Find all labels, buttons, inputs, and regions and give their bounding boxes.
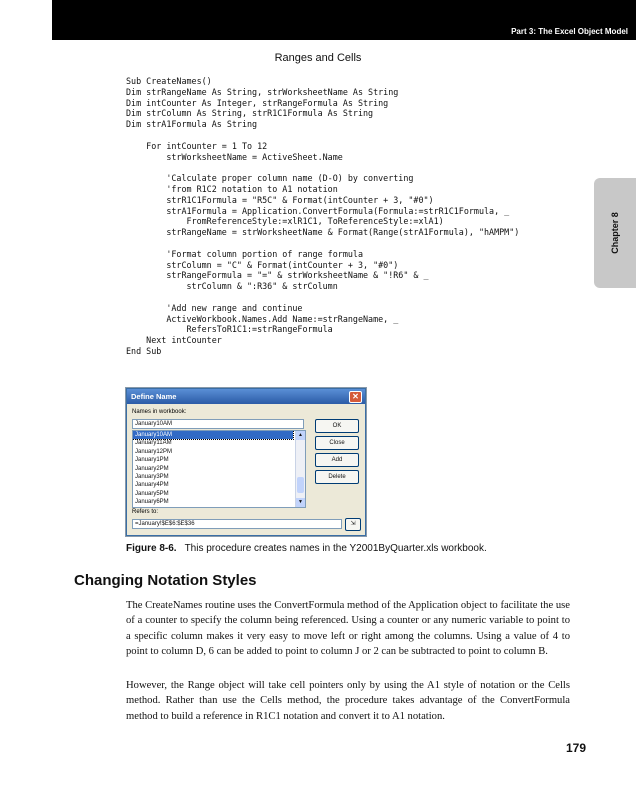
code-line: strColumn = "C" & Format(intCounter + 3, "#0") bbox=[126, 259, 399, 270]
section-heading: Changing Notation Styles bbox=[74, 572, 257, 589]
body-paragraph: The CreateNames routine uses the ConvertFormula method of the Application object to facilitate the use of a counter to specify the column being referenced. Using a counter or any numeric variable to point to a specific column makes it very easy to move left or right among the columns. Using a value of 4 to point to column D, 6 can be added to point to column J or 2 can be subtracted to point to column B. bbox=[126, 600, 570, 658]
list-item[interactable]: January12PM bbox=[135, 448, 173, 455]
delete-button[interactable]: Delete bbox=[315, 470, 359, 484]
list-item[interactable]: January6PM bbox=[135, 499, 169, 506]
code-line bbox=[126, 130, 519, 141]
code-line: Dim strColumn As String, strR1C1Formula As String bbox=[126, 108, 374, 119]
list-item[interactable]: January4PM bbox=[135, 482, 169, 489]
list-item[interactable]: January3PM bbox=[135, 474, 169, 481]
scroll-down-icon[interactable]: ▼ bbox=[296, 498, 305, 507]
code-line bbox=[126, 292, 519, 303]
chapter-tab bbox=[594, 178, 636, 288]
code-line: strRangeName = strWorksheetName & Format(Range(strA1Formula), "hAMPM") bbox=[126, 227, 520, 238]
dialog-titlebar[interactable] bbox=[127, 389, 365, 404]
code-line: Sub CreateNames() bbox=[126, 76, 212, 86]
code-line: Dim strRangeName As String, strWorksheetName As String bbox=[126, 86, 399, 97]
code-line: 'Format column portion of range formula bbox=[126, 248, 363, 259]
close-icon[interactable]: ✕ bbox=[349, 391, 362, 403]
code-line: FromReferenceStyle:=xlR1C1, ToReferenceStyle:=xlA1) bbox=[126, 216, 444, 227]
code-line: 'from R1C2 notation to A1 notation bbox=[126, 183, 338, 194]
code-line: strR1C1Formula = "R5C" & Format(intCounter + 3, "#0") bbox=[126, 194, 434, 205]
names-in-workbook-label: Names in workbook: bbox=[132, 409, 187, 415]
list-item[interactable]: January5PM bbox=[135, 490, 169, 497]
list-item[interactable] bbox=[133, 507, 305, 508]
code-line: Dim intCounter As Integer, strRangeFormula As String bbox=[126, 97, 389, 108]
close-button[interactable]: Close bbox=[315, 436, 359, 450]
code-line bbox=[126, 238, 519, 249]
list-item[interactable]: January10AM bbox=[133, 431, 293, 439]
code-listing bbox=[126, 76, 519, 357]
dialog-title: Define Name bbox=[131, 392, 177, 401]
chapter-tab-label: Chapter 8 bbox=[610, 212, 620, 254]
code-line: strRangeFormula = "=" & strWorksheetName & "!R6" & _ bbox=[126, 270, 429, 281]
define-name-dialog bbox=[126, 388, 366, 536]
list-item[interactable]: January1PM bbox=[135, 457, 169, 464]
list-item[interactable]: January2PM bbox=[135, 465, 169, 472]
name-input[interactable]: January10AM bbox=[132, 419, 304, 429]
list-item[interactable]: January11AM bbox=[135, 440, 172, 447]
add-button[interactable]: Add bbox=[315, 453, 359, 467]
part-header: Part 3: The Excel Object Model bbox=[505, 24, 636, 40]
code-line: Next intCounter bbox=[126, 335, 222, 346]
code-line: ActiveWorkbook.Names.Add Name:=strRangeName, _ bbox=[126, 313, 399, 324]
scroll-up-icon[interactable]: ▲ bbox=[296, 431, 305, 440]
code-line: For intCounter = 1 To 12 bbox=[126, 140, 268, 151]
code-line: 'Calculate proper column name (D-O) by converting bbox=[126, 173, 414, 184]
code-line: strA1Formula = Application.ConvertFormula(Formula:=strR1C1Formula, _ bbox=[126, 205, 510, 216]
listbox-scrollbar[interactable] bbox=[295, 431, 305, 507]
refers-to-label: Refers to: bbox=[132, 509, 159, 515]
figure-caption-text: This procedure creates names in the Y2001ByQuarter.xls workbook. bbox=[184, 543, 487, 554]
ok-button[interactable]: OK bbox=[315, 419, 359, 433]
collapse-dialog-icon[interactable]: ⇲ bbox=[345, 518, 361, 531]
figure-number: Figure 8-6. bbox=[126, 543, 177, 554]
code-line: 'Add new range and continue bbox=[126, 302, 303, 313]
code-line: End Sub bbox=[126, 345, 162, 356]
scroll-thumb[interactable] bbox=[297, 477, 304, 493]
names-listbox[interactable] bbox=[132, 430, 306, 508]
code-line: Dim strA1Formula As String bbox=[126, 119, 258, 130]
code-line: strWorksheetName = ActiveSheet.Name bbox=[126, 151, 343, 162]
figure-caption bbox=[126, 543, 487, 554]
page-number: 179 bbox=[566, 741, 587, 755]
body-paragraph: However, the Range object will take cell pointers only by using the A1 style of notation or the Cells method. Rather than use the Cells method, the procedure takes advantage of the ConvertFormula method to build a reference in R1C1 notation and convert it to A1 notation. bbox=[126, 680, 570, 722]
refers-to-input[interactable]: =January!$E$6:$E$36 bbox=[132, 519, 342, 529]
code-line: RefersToR1C1:=strRangeFormula bbox=[126, 324, 333, 335]
running-title: Ranges and Cells bbox=[274, 52, 362, 64]
code-line bbox=[126, 162, 519, 173]
code-line: strColumn & ":R36" & strColumn bbox=[126, 281, 338, 292]
